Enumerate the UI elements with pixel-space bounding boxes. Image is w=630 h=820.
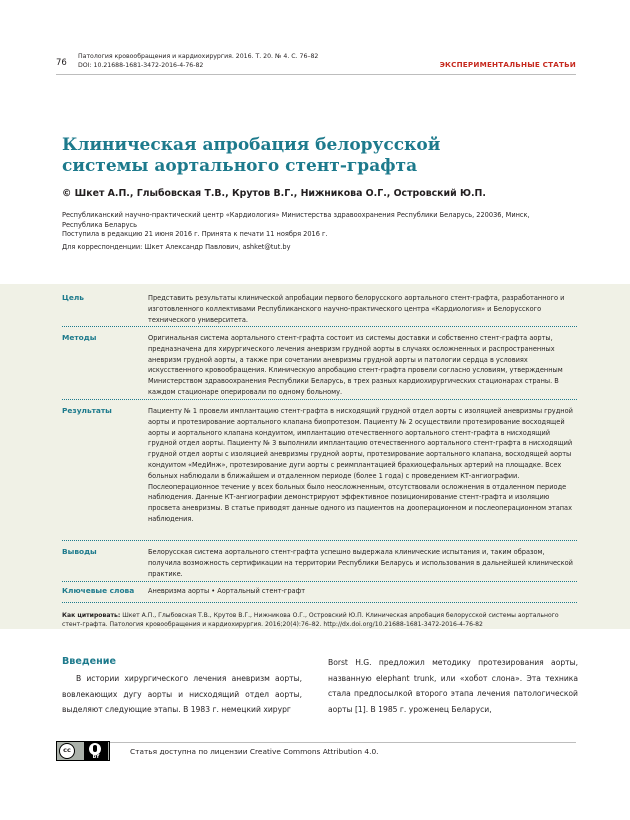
cite-label: Как цитировать: xyxy=(62,612,121,619)
abstract-text: Представить результаты клинической апробации первого белорусского аортального стент-графта, разработанного и изготовленного коллективами Республиканского научно-практического центра «Кардиология» и Белорусского технического университета. xyxy=(148,294,565,324)
section-label: ЭКСПЕРИМЕНТАЛЬНЫЕ СТАТЬИ xyxy=(439,60,576,69)
journal-citation-line: Патология кровообращения и кардиохирургия. 2016. Т. 20. № 4. С. 76–82 xyxy=(78,53,319,60)
license-divider xyxy=(56,742,576,743)
body-column-left xyxy=(62,656,302,718)
affiliation: Республиканский научно-практический центр «Кардиология» Министерства здравоохранения Республики Беларусь, 220036, Минск, Республика Беларусь xyxy=(62,211,530,229)
abstract-divider xyxy=(62,399,577,400)
submission-dates: Поступила в редакцию 21 июня 2016 г. Принята к печати 11 ноября 2016 г. xyxy=(62,230,328,238)
body-paragraph: В истории хирургического лечения аневризм аорты, вовлекающих дугу аорты и нисходящий отдел аорты, выделяют следующие этапы. В 1983 г. немецкий хирург xyxy=(62,674,302,714)
attribution-icon xyxy=(84,742,108,760)
creative-commons-icon: cc xyxy=(59,743,75,759)
abstract-text: Оригинальная система аортального стент-графта состоит из системы доставки и собственно стент-графта аорты, предназначена для хирургического лечения аневризм грудной аорты в случаях осложненных и распространенных аневризм грудной аорты, а также при сочетании аневризмы грудной аорты и патологии сердца в условиях искусственного кровообращения. Клиническую апробацию стент-графта провели согласно условиям, утвержденным Министерством здравоохранения Республики Беларусь, в трех разных кардиохирургических стационарах страны. В каждом стационаре оперировали по одному больному. xyxy=(148,334,563,396)
running-header xyxy=(56,52,576,74)
how-to-cite xyxy=(62,611,577,629)
abstract-divider xyxy=(62,326,577,327)
person-icon xyxy=(89,743,101,755)
abstract-label: Ключевые слова xyxy=(62,586,135,595)
abstract-text: Аневризма аорты • Аортальный стент-графт xyxy=(148,587,306,595)
author-list: © Шкет А.П., Глыбовская Т.В., Крутов В.Г., Нижникова О.Г., Островский Ю.П. xyxy=(62,188,486,199)
journal-info xyxy=(78,52,318,70)
body-paragraph: Borst H.G. предложил методику протезирования аорты, названную elephant trunk, или «хобот слона». Эта техника стала предпосылкой второго этапа лечения патологической аорты [1]. В 1985 г. уроженец Беларуси, xyxy=(328,658,578,714)
body-column-right xyxy=(328,655,578,717)
correspondence: Для корреспонденции: Шкет Александр Павлович, ashket@tut.by xyxy=(62,243,291,251)
abstract-label: Цель xyxy=(62,293,84,302)
header-divider xyxy=(56,74,576,75)
cite-text: Шкет А.П., Глыбовская Т.В., Крутов В.Г., Нижникова О.Г., Островский Ю.П. Клиническая апробация белорусской системы аортального стент-графта. Патология кровообращения и кардиохирургия. 2016;20(4):76–82. http://dx.doi.org/10.21688-1681-3472-2016-4-76-82 xyxy=(62,612,559,628)
abstract-divider xyxy=(62,540,577,541)
abstract-text: Белорусская система аортального стент-графта успешно выдержала клинические испытания и, таким образом, получила возможность сертификации на территории Республики Беларусь и использования в дальнейшей клинической практике. xyxy=(148,548,573,578)
cc-by-badge xyxy=(56,741,110,761)
abstract-divider xyxy=(62,581,577,582)
abstract-text: Пациенту № 1 провели имплантацию стент-графта в нисходящий грудной отдел аорты с изоляцией аневризмы грудной аорты и протезирование аортального клапана биопротезом. Пациенту № 2 осуществили протезирование восходящей аорты и аортального клапана кондуитом, имплантацию отечественного аортального стент-графта в нисходящий грудной отдел аорты. Пациенту № 3 выполнили имплантацию отечественного аортального стент-графта в нисходящий грудной отдел аорты с изоляцией аневризмы грудной аорты, протезирование аортального клапана, восходящей аорты кондуитом «МедИнж», протезирование дуги аорты с реимплантацией брахиоцефальных артерий на площадке. Всех больных наблюдали в ближайшем и отдаленном периоде (более 1 года) с проведением КТ-ангиографии. Послеоперационное течение у всех больных было неосложненным, отсутствовали осложнения в отдаленном периоде наблюдения. Данные КТ-ангиографии демонстрируют эффективное позиционирование стент-графта и изоляцию просвета аневризмы. В статье приводят данные одного из пациентов на дооперационном и послеоперационном этапах наблюдения. xyxy=(148,407,573,523)
license-text: Статья доступна по лицензии Creative Commons Attribution 4.0. xyxy=(130,747,379,756)
page-number: 76 xyxy=(56,58,67,68)
article-title: Клиническая апробация белорусской системы аортального стент-графта xyxy=(62,135,441,176)
by-label: BY xyxy=(92,755,100,760)
abstract-label: Методы xyxy=(62,333,97,342)
section-heading: Введение xyxy=(62,656,117,667)
abstract-label: Выводы xyxy=(62,547,97,556)
abstract-label: Результаты xyxy=(62,406,112,415)
abstract-divider xyxy=(62,602,577,603)
journal-doi-line: DOI: 10.21688-1681-3472-2016-4-76-82 xyxy=(78,62,204,69)
